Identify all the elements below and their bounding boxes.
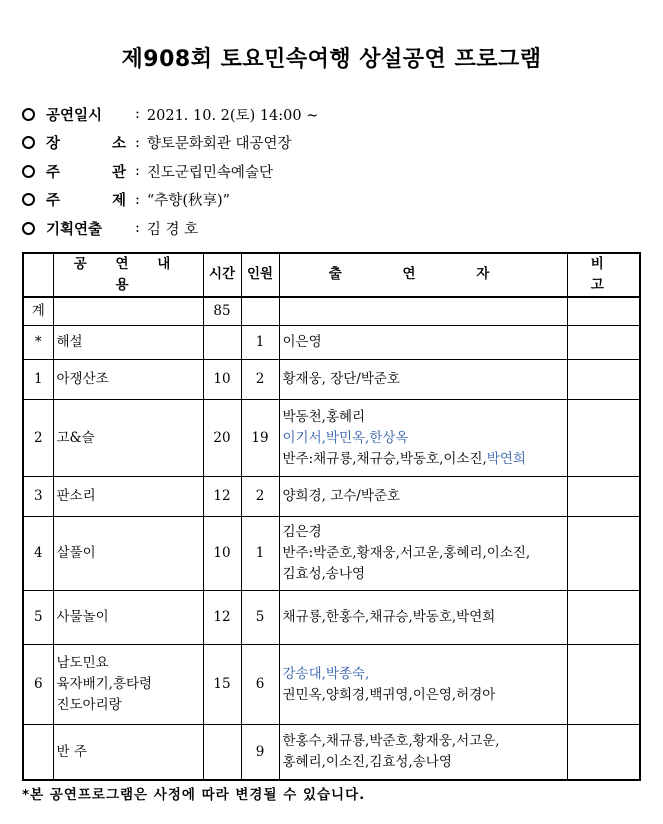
- row-content: [53, 725, 203, 780]
- table-header-row: [23, 253, 640, 297]
- performer-line: [283, 607, 564, 628]
- info-row-venue: [22, 129, 642, 158]
- row-note: [567, 326, 640, 360]
- table-row: [23, 360, 640, 400]
- row-number: 4: [23, 517, 53, 591]
- row-number: [23, 725, 53, 780]
- table-row: [23, 400, 640, 477]
- performer-names: 홍혜리,이소진,김효성,송나영: [282, 754, 452, 771]
- row-number: 2: [23, 400, 53, 477]
- row-content: [53, 517, 203, 591]
- row-time: 10: [203, 360, 241, 400]
- row-note: [567, 645, 640, 725]
- content-line: 남도민요: [56, 655, 109, 672]
- circle-bullet-icon: [22, 136, 35, 149]
- row-content: [53, 591, 203, 645]
- row-time: [203, 326, 241, 360]
- program-table: [22, 252, 641, 781]
- colon: :: [135, 134, 140, 151]
- table-row: [23, 517, 640, 591]
- row-content: [53, 326, 203, 360]
- total-content: [53, 297, 203, 326]
- row-content: [53, 645, 203, 725]
- row-time: 12: [203, 591, 241, 645]
- performer-line: [283, 731, 564, 752]
- row-performers: [279, 400, 567, 477]
- row-people: 19: [241, 400, 279, 477]
- footnote: *본 공연프로그램은 사정에 따라 변경될 수 있습니다.: [22, 787, 366, 803]
- total-performers: [279, 297, 567, 326]
- info-row-director: [22, 214, 642, 243]
- row-performers: [279, 360, 567, 400]
- row-note: [567, 725, 640, 780]
- content-line: 아쟁산조: [56, 371, 109, 388]
- info-label: 장 소: [46, 136, 126, 153]
- row-performers: [279, 591, 567, 645]
- total-label: 계: [23, 297, 53, 326]
- row-number: 3: [23, 477, 53, 517]
- info-value: “추향(秋享)”: [146, 193, 231, 210]
- row-number: 6: [23, 645, 53, 725]
- row-content: [53, 477, 203, 517]
- circle-bullet-icon: [22, 222, 35, 235]
- performer-names: 강송대,박종숙,: [282, 665, 370, 682]
- table-row: [23, 326, 640, 360]
- info-row-theme: [22, 186, 642, 215]
- performer-line: [283, 486, 564, 507]
- circle-bullet-icon: [22, 193, 35, 206]
- performer-names: 김효성,송나영: [282, 566, 366, 583]
- performer-line: [283, 522, 564, 543]
- row-note: [567, 517, 640, 591]
- performer-names: 황재웅, 장단/박준호: [282, 371, 400, 388]
- info-row-date: [22, 100, 642, 129]
- performer-line: [283, 564, 564, 585]
- table-row: [23, 645, 640, 725]
- colon: :: [135, 191, 140, 208]
- performer-line: [283, 752, 564, 773]
- info-label: 주 관: [46, 164, 126, 181]
- performer-line: [283, 664, 564, 685]
- performer-names: 채규룡,한홍수,채규승,박동호,박연희: [282, 609, 496, 626]
- header-performers: 출 연 자: [279, 253, 567, 297]
- info-label: 공연일시: [46, 107, 103, 124]
- row-time: 15: [203, 645, 241, 725]
- row-note: [567, 360, 640, 400]
- table-row-total: [23, 297, 640, 326]
- row-performers: [279, 645, 567, 725]
- table-row: [23, 591, 640, 645]
- info-label: 주 제: [46, 193, 126, 210]
- info-label: 기획연출: [46, 221, 103, 238]
- performer-line: [283, 369, 564, 390]
- row-note: [567, 400, 640, 477]
- row-people: 1: [241, 517, 279, 591]
- performer-line: [283, 685, 564, 706]
- performer-line: [283, 407, 564, 428]
- header-people: 인원: [241, 253, 279, 297]
- page-title: 제908회 토요민속여행 상설공연 프로그램: [121, 47, 542, 72]
- colon: :: [135, 220, 140, 237]
- table-row: [23, 477, 640, 517]
- circle-bullet-icon: [22, 108, 35, 121]
- performer-names: 이은영: [282, 334, 322, 351]
- content-line: 사물놀이: [56, 609, 109, 626]
- row-number: 1: [23, 360, 53, 400]
- colon: :: [135, 106, 140, 123]
- performer-names: 반주:채규룡,채규승,박동호,이소진,: [282, 450, 487, 467]
- row-people: 9: [241, 725, 279, 780]
- row-people: 2: [241, 477, 279, 517]
- row-note: [567, 477, 640, 517]
- row-performers: [279, 517, 567, 591]
- performer-names: 한홍수,채규룡,박준호,황재웅,서고운,: [282, 733, 500, 750]
- performer-names: 반주:박준호,황재웅,서고운,홍혜리,이소진,: [282, 545, 531, 562]
- performer-line: [283, 449, 564, 470]
- info-value: 진도군립민속예술단: [146, 164, 273, 181]
- row-time: [203, 725, 241, 780]
- info-value: 2021. 10. 2(토) 14:00 ~: [146, 107, 319, 124]
- content-line: 반 주: [56, 743, 87, 760]
- content-line: 살풀이: [56, 545, 96, 562]
- total-note: [567, 297, 640, 326]
- content-line: 고&슬: [56, 429, 95, 446]
- content-line: 판소리: [56, 488, 96, 505]
- performer-names: 박연희: [486, 450, 526, 467]
- header-content: 공 연 내 용: [53, 253, 203, 297]
- header-note: 비 고: [567, 253, 640, 297]
- performer-names: 김은경: [282, 524, 322, 541]
- table-row: [23, 725, 640, 780]
- row-people: 5: [241, 591, 279, 645]
- row-number: 5: [23, 591, 53, 645]
- row-time: 10: [203, 517, 241, 591]
- performer-line: [283, 543, 564, 564]
- content-line: 육자배기,흥타령: [56, 676, 153, 693]
- row-people: 1: [241, 326, 279, 360]
- info-value: 향토문화회관 대공연장: [146, 136, 292, 153]
- row-people: 2: [241, 360, 279, 400]
- performer-line: [283, 428, 564, 449]
- performer-names: 권민옥,양희경,백귀영,이은영,허경아: [282, 686, 496, 703]
- colon: :: [135, 163, 140, 180]
- header-no: [23, 253, 53, 297]
- content-line: 진도아리랑: [56, 697, 122, 714]
- total-time: 85: [203, 297, 241, 326]
- row-performers: [279, 725, 567, 780]
- performer-names: 이기서,박민옥,한상옥: [282, 429, 409, 446]
- row-performers: [279, 326, 567, 360]
- info-value: 김 경 호: [146, 221, 199, 238]
- performer-names: 양희경, 고수/박준호: [282, 488, 400, 505]
- row-content: [53, 400, 203, 477]
- info-row-host: [22, 157, 642, 186]
- row-content: [53, 360, 203, 400]
- header-time: 시간: [203, 253, 241, 297]
- row-performers: [279, 477, 567, 517]
- performer-names: 박동천,홍혜리: [282, 408, 366, 425]
- program-info: [22, 100, 642, 243]
- row-note: [567, 591, 640, 645]
- row-time: 20: [203, 400, 241, 477]
- content-line: 해설: [56, 334, 83, 351]
- row-people: 6: [241, 645, 279, 725]
- row-number: *: [23, 326, 53, 360]
- performer-line: [283, 332, 564, 353]
- circle-bullet-icon: [22, 165, 35, 178]
- row-time: 12: [203, 477, 241, 517]
- total-people: [241, 297, 279, 326]
